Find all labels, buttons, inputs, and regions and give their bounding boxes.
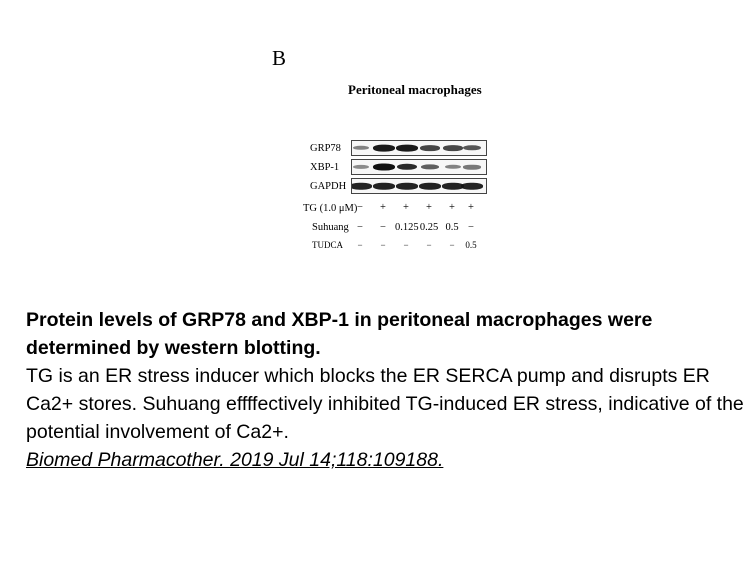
blot-band [421,164,439,169]
blot-band [420,145,440,151]
blot-strip-grp78 [351,140,487,156]
condition-value: − [357,222,363,233]
condition-value: + [403,202,409,213]
blot-band [373,164,395,171]
blot-strip-xbp1 [351,159,487,175]
blot-band [396,183,417,190]
blot-band [353,165,369,169]
condition-value: − [449,240,455,250]
blot-band [443,145,463,151]
blot-band [442,183,463,190]
condition-value: + [426,202,432,213]
condition-value: + [468,202,474,213]
panel-letter: B [272,46,287,70]
blot-band [397,164,418,170]
caption-citation-link[interactable]: Biomed Pharmacother. 2019 Jul 14;118:109188. [26,449,444,471]
condition-value: − [380,222,386,233]
condition-value: + [449,202,455,213]
blot-band [351,183,372,190]
blot-band [463,165,480,170]
figure-caption [26,306,750,474]
condition-value: − [357,202,363,213]
blot-label-gapdh: GAPDH [310,181,347,192]
condition-value: − [357,240,363,250]
condition-value: 0.25 [419,222,439,233]
condition-value: − [468,222,474,233]
blot-band [353,146,370,150]
caption-bold-heading: Protein levels of GRP78 and XBP-1 in peritoneal macrophages were determined by western blotting. [26,309,653,359]
blot-band [463,145,482,150]
blot-band [373,145,395,152]
condition-value: 0.5 [445,222,459,233]
caption-body-text: TG is an ER stress inducer which blocks the ER SERCA pump and disrupts ER Ca2+ stores. Suhuang effffectively inhibited TG-induced ER stress, indicative of the potential involvement of Ca2+. [26,365,744,443]
blot-band [373,183,394,190]
figure-title: Peritoneal macrophages [348,82,482,97]
condition-value: 0.125 [395,222,419,233]
blot-band [419,183,440,190]
blot-strip-gapdh [351,178,487,194]
condition-label-suhuang: Suhuang [312,222,349,233]
condition-value: − [380,240,386,250]
condition-label-tg: TG (1.0 μM) [303,203,358,214]
blot-band [461,183,482,190]
blot-band [445,165,462,169]
condition-label-tudca: TUDCA [312,240,343,250]
blot-label-xbp1: XBP-1 [310,162,340,173]
blot-label-grp78: GRP78 [310,143,341,154]
condition-value: − [426,240,432,250]
condition-value: − [403,240,409,250]
condition-value: + [380,202,386,213]
blot-band [396,145,418,152]
condition-value: 0.5 [465,240,477,250]
